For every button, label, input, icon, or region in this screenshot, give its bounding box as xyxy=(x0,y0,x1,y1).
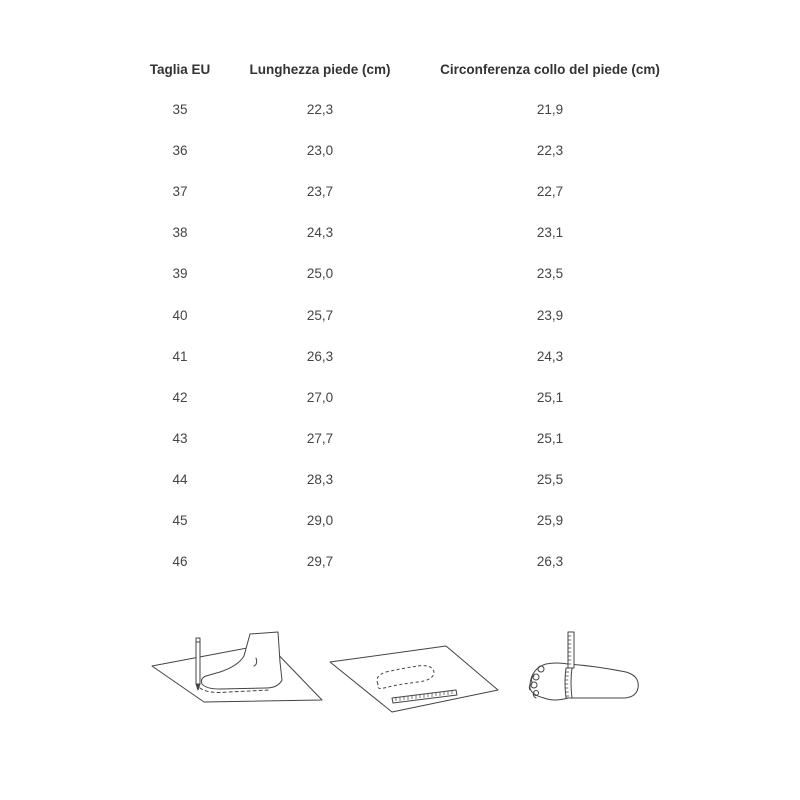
cell-eu-size: 40 xyxy=(172,307,188,323)
foot-length-measure-icon xyxy=(148,622,332,706)
cell-instep-circumference: 23,1 xyxy=(536,225,564,241)
cell-eu-size: 46 xyxy=(172,554,188,570)
cell-eu-size: 45 xyxy=(172,513,188,528)
cell-foot-length: 27,0 xyxy=(306,389,334,405)
cell-foot-length: 23,0 xyxy=(306,143,334,159)
cell-eu-size: 39 xyxy=(172,266,188,282)
cell-eu-size: 43 xyxy=(172,430,188,446)
cell-foot-length: 29,7 xyxy=(306,554,334,570)
instep-circumference-tape-icon xyxy=(524,622,652,712)
header-eu-size: Taglia EU xyxy=(149,62,211,77)
cell-instep-circumference: 23,9 xyxy=(536,307,564,323)
cell-instep-circumference: 26,3 xyxy=(536,554,564,570)
cell-eu-size: 41 xyxy=(172,348,188,364)
cell-foot-length: 23,7 xyxy=(306,184,334,200)
header-instep-circumference: Circonferenza collo del piede (cm) xyxy=(440,62,660,77)
cell-instep-circumference: 21,9 xyxy=(536,102,564,117)
cell-foot-length: 24,3 xyxy=(306,225,334,241)
cell-instep-circumference: 25,9 xyxy=(536,513,564,528)
cell-eu-size: 44 xyxy=(172,471,188,487)
cell-foot-length: 25,7 xyxy=(306,307,334,323)
cell-foot-length: 26,3 xyxy=(306,348,334,364)
cell-foot-length: 29,0 xyxy=(306,513,334,528)
cell-foot-length: 22,3 xyxy=(306,102,334,117)
measurement-illustrations xyxy=(140,622,660,722)
cell-eu-size: 42 xyxy=(172,389,188,405)
cell-eu-size: 37 xyxy=(172,184,188,200)
cell-eu-size: 35 xyxy=(172,102,188,117)
cell-eu-size: 38 xyxy=(172,225,188,241)
cell-instep-circumference: 22,3 xyxy=(536,143,564,159)
cell-foot-length: 25,0 xyxy=(306,266,334,282)
cell-foot-length: 27,7 xyxy=(306,430,334,446)
cell-instep-circumference: 25,1 xyxy=(536,430,564,446)
header-foot-length: Lunghezza piede (cm) xyxy=(249,62,391,77)
cell-instep-circumference: 22,7 xyxy=(536,184,564,200)
cell-instep-circumference: 24,3 xyxy=(536,348,564,364)
cell-foot-length: 28,3 xyxy=(306,471,334,487)
cell-instep-circumference: 25,5 xyxy=(536,471,564,487)
cell-eu-size: 36 xyxy=(172,143,188,159)
foot-outline-ruler-icon xyxy=(326,622,506,716)
cell-instep-circumference: 25,1 xyxy=(536,389,564,405)
cell-instep-circumference: 23,5 xyxy=(536,266,564,282)
